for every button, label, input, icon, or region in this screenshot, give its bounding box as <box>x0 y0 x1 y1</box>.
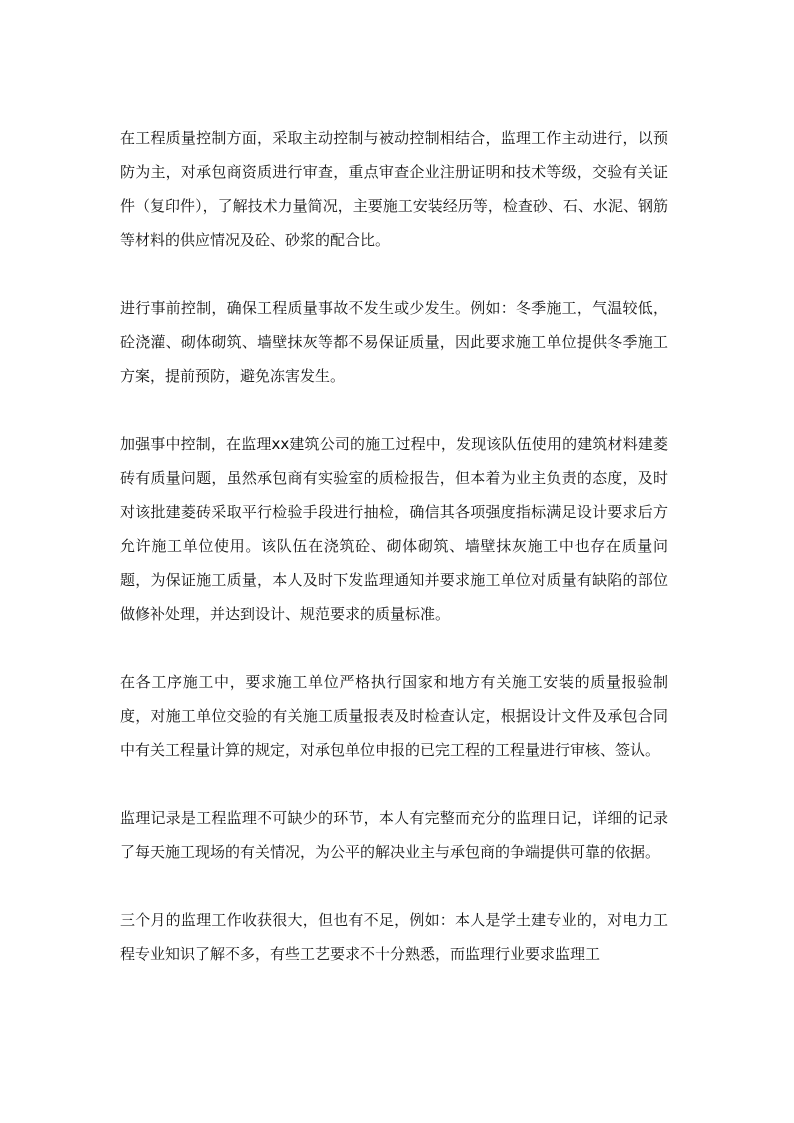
paragraph-pre-control: 进行事前控制，确保工程质量事故不发生或少发生。例如：冬季施工，气温较低，砼浇灌、砌体砌筑、墙壁抹灰等都不易保证质量，因此要求施工单位提供冬季施工方案，提前预防，避免冻害发生。 <box>120 299 668 385</box>
paragraph-quality-control: 在工程质量控制方面，采取主动控制与被动控制相结合，监理工作主动进行，以预防为主，对承包商资质进行审查，重点审查企业注册证明和技术等级，交验有关证件（复印件），了解技术力量简况，主要施工安装经历等，检查砂、石、水泥、钢筋等材料的供应情况及砼、砂浆的配合比。 <box>120 129 668 249</box>
paragraph-supervision-records: 监理记录是工程监理不可缺少的环节，本人有完整而充分的监理日记，详细的记录了每天施工现场的有关情况，为公平的解决业主与承包商的争端提供可靠的依据。 <box>120 809 668 861</box>
paragraph-in-process-control: 加强事中控制，在监理xx建筑公司的施工过程中，发现该队伍使用的建筑材料建菱砖有质量问题，虽然承包商有实验室的质检报告，但本着为业主负责的态度，及时对该批建菱砖采取平行检验手段进行抽检，确信其各项强度指标满足设计要求后方允许施工单位使用。该队伍在浇筑砼、砌体砌筑、墙壁抹灰施工中也存在质量问题，为保证施工质量，本人及时下发监理通知并要求施工单位对质量有缺陷的部位做修补处理，并达到设计、规范要求的质量标准。 <box>120 435 668 623</box>
paragraph-summary: 三个月的监理工作收获很大，但也有不足，例如：本人是学土建专业的，对电力工程专业知识了解不多，有些工艺要求不十分熟悉，而监理行业要求监理工 <box>120 911 668 963</box>
paragraph-process-inspection: 在各工序施工中，要求施工单位严格执行国家和地方有关施工安装的质量报验制度，对施工单位交验的有关施工质量报表及时检查认定，根据设计文件及承包合同中有关工程量计算的规定，对承包单位申报的已完工程的工程量进行审核、签认。 <box>120 673 668 759</box>
document-body <box>120 121 668 1005</box>
